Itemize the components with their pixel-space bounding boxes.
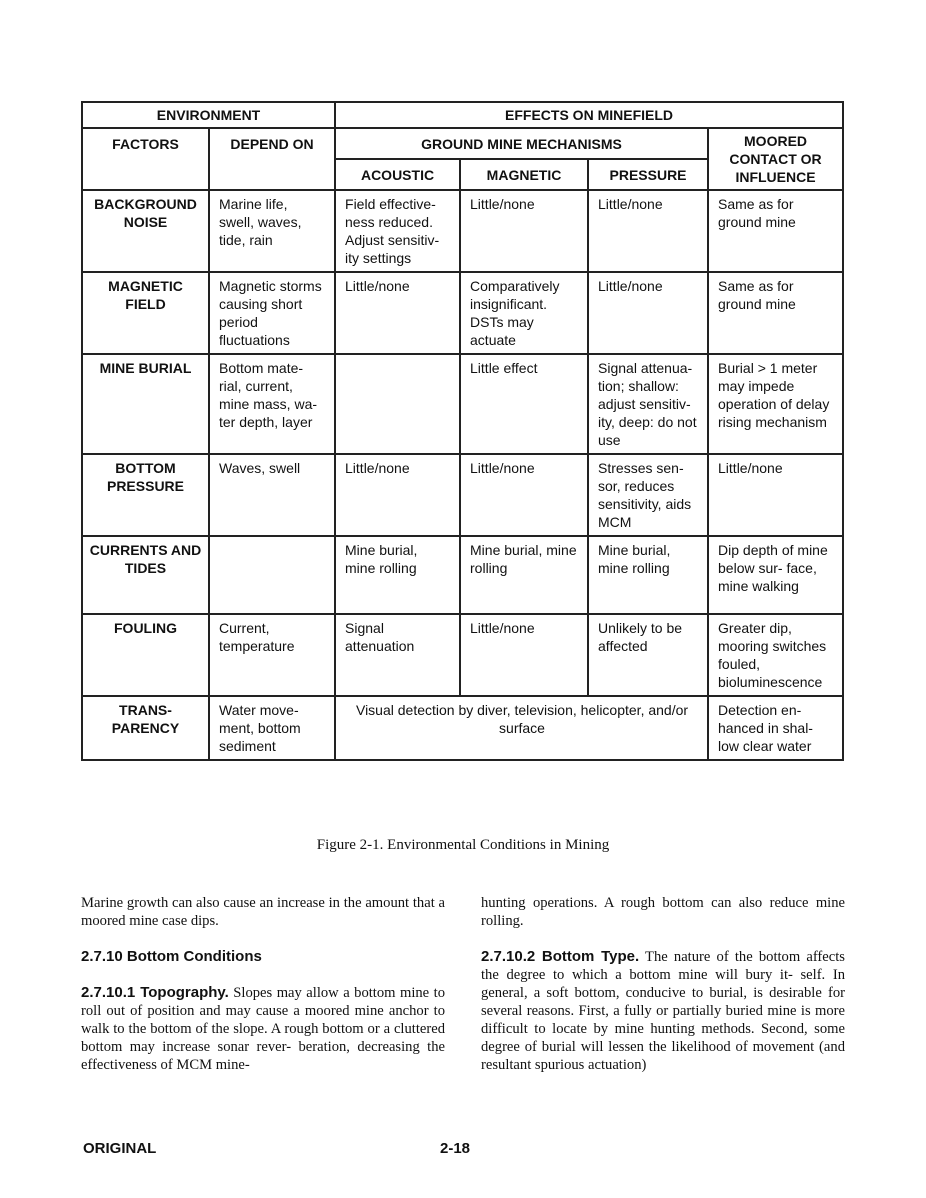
subsection-runin-heading: 2.7.10.2 Bottom Type.: [481, 948, 640, 965]
acoustic-cell: Little/none: [335, 454, 460, 536]
acoustic-cell: Signal attenuation: [335, 614, 460, 696]
paragraph: hunting operations. A rough bottom can also reduce mine rolling.: [481, 895, 845, 929]
moored-cell: Greater dip, mooring switches fouled, bioluminescence: [708, 614, 843, 696]
right-text-column: [481, 894, 845, 1092]
pressure-cell: Mine burial, mine rolling: [588, 536, 708, 614]
header-ground-mechanisms: GROUND MINE MECHANISMS: [335, 128, 708, 159]
factor-cell: CURRENTS AND TIDES: [82, 536, 209, 614]
magnetic-cell: Little effect: [460, 354, 588, 454]
moored-cell: Same as for ground mine: [708, 272, 843, 354]
magnetic-cell: Mine burial, mine rolling: [460, 536, 588, 614]
header-moored: MOORED CONTACT OR INFLUENCE: [708, 128, 843, 190]
header-acoustic: ACOUSTIC: [335, 159, 460, 190]
moored-cell: Same as for ground mine: [708, 190, 843, 272]
paragraph-body: The nature of the bottom affects the degree to which a bottom mine will bury it- self. In general, a soft bottom, conducive to burial, is desirable for several reasons. First, a fully or partially buried mine is more difficult to locate by mine hunting methods. Second, some degree of burial will lessen the likelihood of movement (and resultant spurious actuation): [481, 949, 845, 1073]
acoustic-cell: Little/none: [335, 272, 460, 354]
paragraph: Marine growth can also cause an increase in the amount that a moored mine case dips.: [81, 895, 445, 929]
table-row: [82, 190, 843, 272]
header-depend-on: DEPEND ON: [209, 128, 335, 190]
table-row: [82, 454, 843, 536]
environmental-conditions-table: [81, 101, 844, 761]
left-text-column: [81, 894, 445, 1092]
factor-cell: MINE BURIAL: [82, 354, 209, 454]
table-row: [82, 536, 843, 614]
depend-on-cell: Water move- ment, bottom sediment: [209, 696, 335, 760]
pressure-cell: Little/none: [588, 190, 708, 272]
magnetic-cell: Little/none: [460, 614, 588, 696]
figure-caption: Figure 2-1. Environmental Conditions in Mining: [316, 837, 610, 853]
factor-cell: MAGNETIC FIELD: [82, 272, 209, 354]
moored-cell: Little/none: [708, 454, 843, 536]
pressure-cell: Signal attenua- tion; shallow: adjust sensitiv- ity, deep: do not use: [588, 354, 708, 454]
header-pressure: PRESSURE: [588, 159, 708, 190]
pressure-cell: Little/none: [588, 272, 708, 354]
depend-on-cell: Bottom mate- rial, current, mine mass, wa- ter depth, layer: [209, 354, 335, 454]
page-number: 2-18: [440, 1140, 471, 1157]
table-row: [82, 696, 843, 760]
depend-on-cell: [209, 536, 335, 614]
acoustic-cell: [335, 354, 460, 454]
moored-cell: Dip depth of mine below sur- face, mine walking: [708, 536, 843, 614]
depend-on-cell: Current, temperature: [209, 614, 335, 696]
depend-on-cell: Waves, swell: [209, 454, 335, 536]
table-row: [82, 272, 843, 354]
acoustic-cell: Mine burial, mine rolling: [335, 536, 460, 614]
magnetic-cell: Comparatively insignificant. DSTs may actuate: [460, 272, 588, 354]
factor-cell: FOULING: [82, 614, 209, 696]
header-effects: EFFECTS ON MINEFIELD: [335, 102, 843, 128]
magnetic-cell: Little/none: [460, 190, 588, 272]
section-heading: 2.7.10 Bottom Conditions: [81, 948, 262, 965]
depend-on-cell: Marine life, swell, waves, tide, rain: [209, 190, 335, 272]
header-row-1: [82, 102, 843, 128]
paragraph-body: Slopes may allow a bottom mine to roll out of position and may cause a moored mine anchor to walk to the bottom of the slope. A rough bottom or a cluttered bottom may increase sonar rever- beration, decreasing the effectiveness of MCM mine-: [81, 985, 445, 1073]
magnetic-cell: Little/none: [460, 454, 588, 536]
subsection-runin-heading: 2.7.10.1 Topography.: [81, 984, 229, 1001]
table-row: [82, 354, 843, 454]
factor-cell: BOTTOM PRESSURE: [82, 454, 209, 536]
paragraph: [481, 948, 845, 1074]
footer-original: ORIGINAL: [83, 1140, 157, 1157]
moored-cell: Detection en- hanced in shal- low clear water: [708, 696, 843, 760]
header-row-2: [82, 128, 843, 159]
header-environment: ENVIRONMENT: [82, 102, 335, 128]
moored-cell: Burial > 1 meter may impede operation of delay rising mechanism: [708, 354, 843, 454]
ground-span-cell: Visual detection by diver, television, helicopter, and/or surface: [335, 696, 708, 760]
acoustic-cell: Field effective- ness reduced. Adjust sensitiv- ity settings: [335, 190, 460, 272]
pressure-cell: Unlikely to be affected: [588, 614, 708, 696]
table-row: [82, 614, 843, 696]
depend-on-cell: Magnetic storms causing short period fluctuations: [209, 272, 335, 354]
paragraph: [81, 984, 445, 1074]
factor-cell: BACKGROUND NOISE: [82, 190, 209, 272]
header-factors: FACTORS: [82, 128, 209, 190]
header-magnetic: MAGNETIC: [460, 159, 588, 190]
pressure-cell: Stresses sen- sor, reduces sensitivity, aids MCM: [588, 454, 708, 536]
factor-cell: TRANS- PARENCY: [82, 696, 209, 760]
